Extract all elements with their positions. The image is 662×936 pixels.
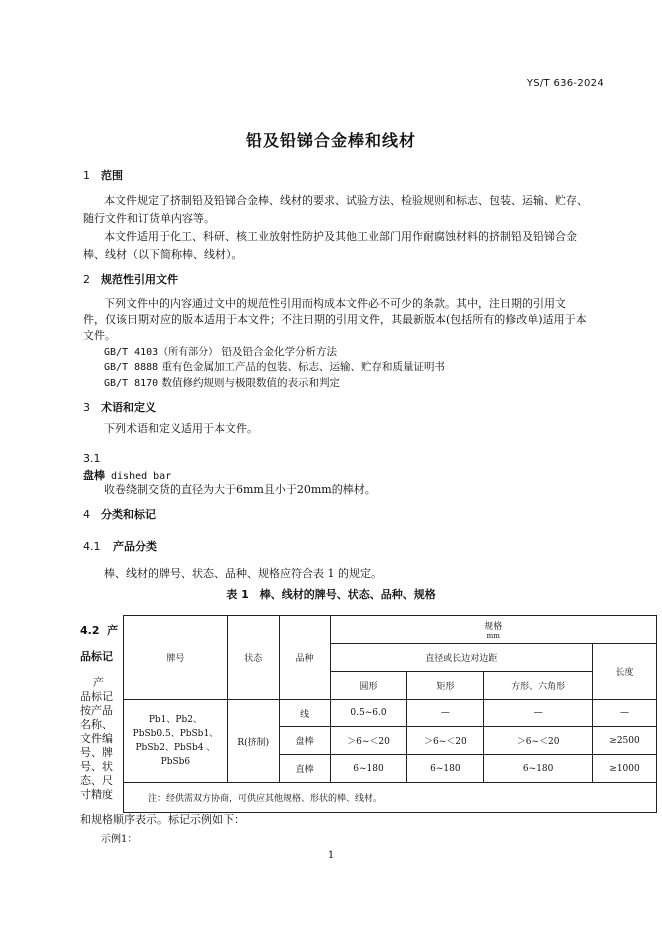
wrapped-line: 态、尺 [80, 774, 113, 787]
header-type: 品种 [279, 616, 330, 700]
example-label: 示例1： [101, 834, 138, 845]
wrapped-line: 号、牌 [80, 746, 113, 759]
header-spec [330, 616, 656, 644]
wrapped-text [80, 676, 113, 802]
section-3-heading [83, 399, 156, 415]
header-round: 圆形 [330, 672, 407, 700]
section-title: 分类和标记 [101, 508, 156, 521]
cell-rect: 6~180 [407, 755, 484, 783]
table-note: 注：经供需双方协商，可供应其他规格、形状的棒、线材。 [124, 783, 657, 813]
reference-item [104, 375, 340, 390]
cell-square: 6~180 [484, 755, 593, 783]
paragraph-line: 本文件适用于化工、科研、核工业放射性防护及其他工业部门用作耐腐蚀材料的挤制铅及铅锑合金 [104, 230, 577, 243]
cell-type: 线 [279, 700, 330, 727]
paragraph-line: 本文件规定了挤制铅及铅锑合金棒、线材的要求、试验方法、检验规则和标志、包装、运输、贮存、 [104, 194, 588, 207]
section-number: 2 [83, 273, 90, 286]
header-unit: mm [486, 632, 500, 640]
section-1-heading [83, 167, 123, 183]
subsection-number: 4.2 [80, 624, 100, 637]
cell-square: ＞6~＜20 [484, 727, 593, 755]
reference-title: 重有色金属加工产品的包装、标志、运输、贮存和质量证明书 [158, 361, 446, 373]
header-rect: 矩形 [407, 672, 484, 700]
section-4-heading [83, 506, 156, 522]
paragraph-line: 棒、线材的牌号、状态、品种、规格应符合表 1 的规定。 [104, 567, 382, 580]
subsection-number: 4.1 [83, 540, 101, 553]
cell-square: — [484, 700, 593, 727]
subsection-4-1-heading [83, 538, 157, 554]
cell-length: ≥2500 [593, 727, 657, 755]
paragraph-line: 棒、线材（以下简称棒、线材）。 [83, 248, 243, 261]
cell-round: ＞6~＜20 [330, 727, 407, 755]
wrapped-line: 文件编 [80, 732, 113, 745]
spec-table [123, 615, 657, 813]
reference-item [104, 359, 445, 374]
section-number: 3 [83, 401, 90, 414]
cell-rect: ＞6~＜20 [407, 727, 484, 755]
cell-temper: R(挤制) [227, 700, 279, 783]
reference-code: GB/T 8170 [104, 378, 159, 389]
cell-type: 盘棒 [279, 727, 330, 755]
document-title: 铅及铅锑合金棒和线材 [245, 131, 416, 150]
cell-round: 6~180 [330, 755, 407, 783]
term-number: 3.1 [83, 452, 101, 465]
header-length: 长度 [593, 644, 657, 700]
table-header-row [124, 616, 657, 644]
cell-round: 0.5~6.0 [330, 700, 407, 727]
wrapped-line: 名称、 [80, 718, 113, 731]
reference-title: 铅及铅合金化学分析方法 [218, 346, 338, 358]
table-caption: 表 1 棒、线材的牌号、状态、品种、规格 [226, 588, 436, 601]
subsection-title-part: 品标记 [80, 650, 113, 663]
paragraph-line: 下列术语和定义适用于本文件。 [104, 422, 258, 435]
paragraph-line: 件，仅该日期对应的版本适用于本文件；不注日期的引用文件，其最新版本(包括所有的修改单)适用于本 [83, 313, 587, 326]
section-2-heading [83, 271, 178, 287]
section-number: 1 [83, 169, 90, 182]
section-title: 范围 [101, 169, 123, 182]
paragraph-line: 文件。 [83, 329, 116, 342]
reference-code: GB/T 8888 [104, 362, 159, 373]
reference-item [104, 343, 337, 359]
wrapped-line: 寸精度 [80, 788, 113, 801]
header-temper: 状态 [227, 616, 279, 700]
wrapped-line: 产 [93, 676, 104, 689]
table-row [124, 700, 657, 727]
header-square: 方形、六角形 [484, 672, 593, 700]
table-note-row [124, 783, 657, 813]
cell-grade: Pb1、Pb2、PbSb0.5、PbSb1、PbSb2、PbSb4 、PbSb6 [124, 700, 228, 783]
subsection-title-part: 产 [107, 624, 119, 637]
cell-rect: — [407, 700, 484, 727]
reference-title: 数值修约规则与极限数值的表示和判定 [158, 377, 341, 389]
paragraph-line: 和规格顺序表示。标记示例如下： [80, 813, 245, 826]
cell-type: 直棒 [279, 755, 330, 783]
section-title: 规范性引用文件 [101, 273, 178, 286]
document-code: YS/T 636-2024 [526, 78, 604, 89]
term-chinese: 盘棒 [83, 469, 105, 482]
section-number: 4 [83, 508, 90, 521]
page-number: 1 [327, 850, 335, 861]
paragraph-line: 下列文件中的内容通过文中的规范性引用而构成本文件必不可少的条款。其中，注日期的引用文 [104, 297, 566, 310]
cell-length: — [593, 700, 657, 727]
term-english: dished bar [105, 471, 172, 482]
wrapped-line: 号、状 [80, 760, 113, 773]
subsection-4-2-heading [80, 622, 118, 638]
wrapped-line: 按产品 [80, 704, 113, 717]
reference-code: GB/T 4103（所有部分） [104, 347, 219, 358]
cell-length: ≥1000 [593, 755, 657, 783]
term-definition: 收卷绕制交货的直径为大于6mm且小于20mm的棒材。 [104, 483, 376, 496]
header-grade: 牌号 [124, 616, 228, 700]
subsection-title: 产品分类 [113, 540, 157, 553]
section-title: 术语和定义 [101, 401, 156, 414]
paragraph-line: 随行文件和订货单内容等。 [83, 212, 215, 225]
header-dimension: 直径或长边对边距 [330, 644, 592, 672]
wrapped-line: 品标记 [80, 690, 113, 703]
header-spec-label: 规格 [484, 622, 503, 632]
